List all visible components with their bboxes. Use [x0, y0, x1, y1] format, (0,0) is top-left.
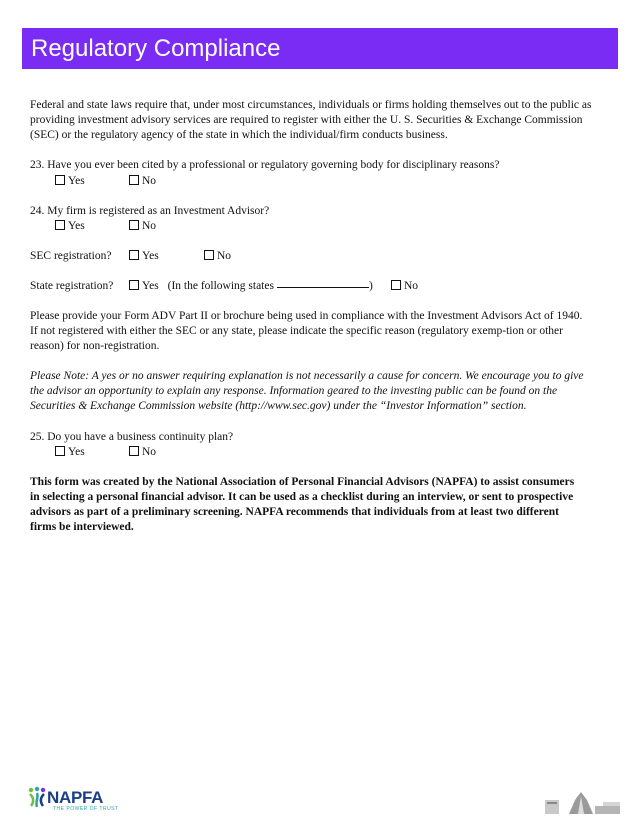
napfa-wordmark: NAPFA	[47, 788, 104, 807]
state-registration-label: State registration?	[30, 280, 114, 292]
q24-no-option[interactable]	[129, 219, 156, 234]
question-24: 24. My firm is registered as an Investment Advisor?	[30, 205, 270, 217]
sec-registration-label: SEC registration?	[30, 250, 112, 262]
q23-no-label: No	[142, 175, 157, 187]
sec-no-label: No	[217, 250, 232, 262]
state-list-close: )	[368, 280, 373, 292]
building-photo-image	[545, 786, 620, 814]
intro-paragraph: Federal and state laws require that, under most circumstances, individuals or firms holding themselves out to the public as providing investment advisory services are required to register with either the U. S. Securities & Exchange Commission (SEC) or the regulatory agency of the state in which the individual/firm conducts business.	[30, 99, 592, 141]
napfa-tagline: THE POWER OF TRUST	[53, 806, 119, 812]
checkbox[interactable]	[55, 175, 65, 185]
q23-yes-option[interactable]	[55, 174, 85, 189]
checkbox[interactable]	[55, 446, 65, 456]
q24-yes-label: Yes	[68, 220, 85, 232]
q25-yes-option[interactable]	[55, 445, 85, 460]
sec-yes-option[interactable]	[129, 249, 159, 264]
q25-no-option[interactable]	[129, 445, 156, 460]
napfa-people-icon	[25, 786, 49, 810]
checkbox[interactable]	[129, 220, 139, 230]
checkbox[interactable]	[204, 250, 214, 260]
state-no-label: No	[404, 280, 419, 292]
page-title: Regulatory Compliance	[31, 35, 281, 62]
state-yes-option[interactable]	[129, 279, 373, 294]
checkbox[interactable]	[129, 280, 139, 290]
q25-no-label: No	[142, 446, 157, 458]
q23-no-option[interactable]	[129, 174, 156, 189]
checkbox[interactable]	[129, 175, 139, 185]
q25-yes-label: Yes	[68, 446, 85, 458]
note-paragraph: Please Note: A yes or no answer requiring explanation is not necessarily a cause for concern. We encourage you to give the advisor an opportunity to explain any response. Information geared to the investing public can be found on the Securities & Exchange Commission website (http://www.sec.gov) under the “Investor Information” section.	[30, 370, 584, 412]
checkbox[interactable]	[129, 446, 139, 456]
adv-paragraph: Please provide your Form ADV Part II or brochure being used in compliance with the Investment Advisors Act of 1940. If not registered with either the SEC or any state, please indicate the specific reason (regulatory exemp-tion or other reason) for non-registration.	[30, 310, 583, 352]
sec-no-option[interactable]	[204, 249, 231, 264]
state-no-option[interactable]	[391, 279, 418, 294]
states-blank-field[interactable]	[277, 287, 369, 288]
state-list-prompt: (In the following states	[167, 280, 274, 292]
question-25: 25. Do you have a business continuity plan?	[30, 431, 234, 443]
question-23: 23. Have you ever been cited by a professional or regulatory governing body for disciplinary reasons?	[30, 159, 500, 171]
sec-yes-label: Yes	[142, 250, 159, 262]
q23-yes-label: Yes	[68, 175, 85, 187]
checkbox[interactable]	[129, 250, 139, 260]
checkbox[interactable]	[391, 280, 401, 290]
napfa-logo	[25, 786, 125, 812]
state-yes-label: Yes	[142, 280, 159, 292]
q24-yes-option[interactable]	[55, 219, 85, 234]
page-header	[22, 28, 618, 69]
napfa-footer-note: This form was created by the National Association of Personal Financial Advisors (NAPFA) to assist consumers in selecting a personal financial advisor. It can be used as a checklist during an interview, or sent to prospective advisors as part of a preliminary screening. NAPFA recommends that individuals from at least two different firms be interviewed.	[30, 476, 575, 533]
checkbox[interactable]	[55, 220, 65, 230]
q24-no-label: No	[142, 220, 157, 232]
